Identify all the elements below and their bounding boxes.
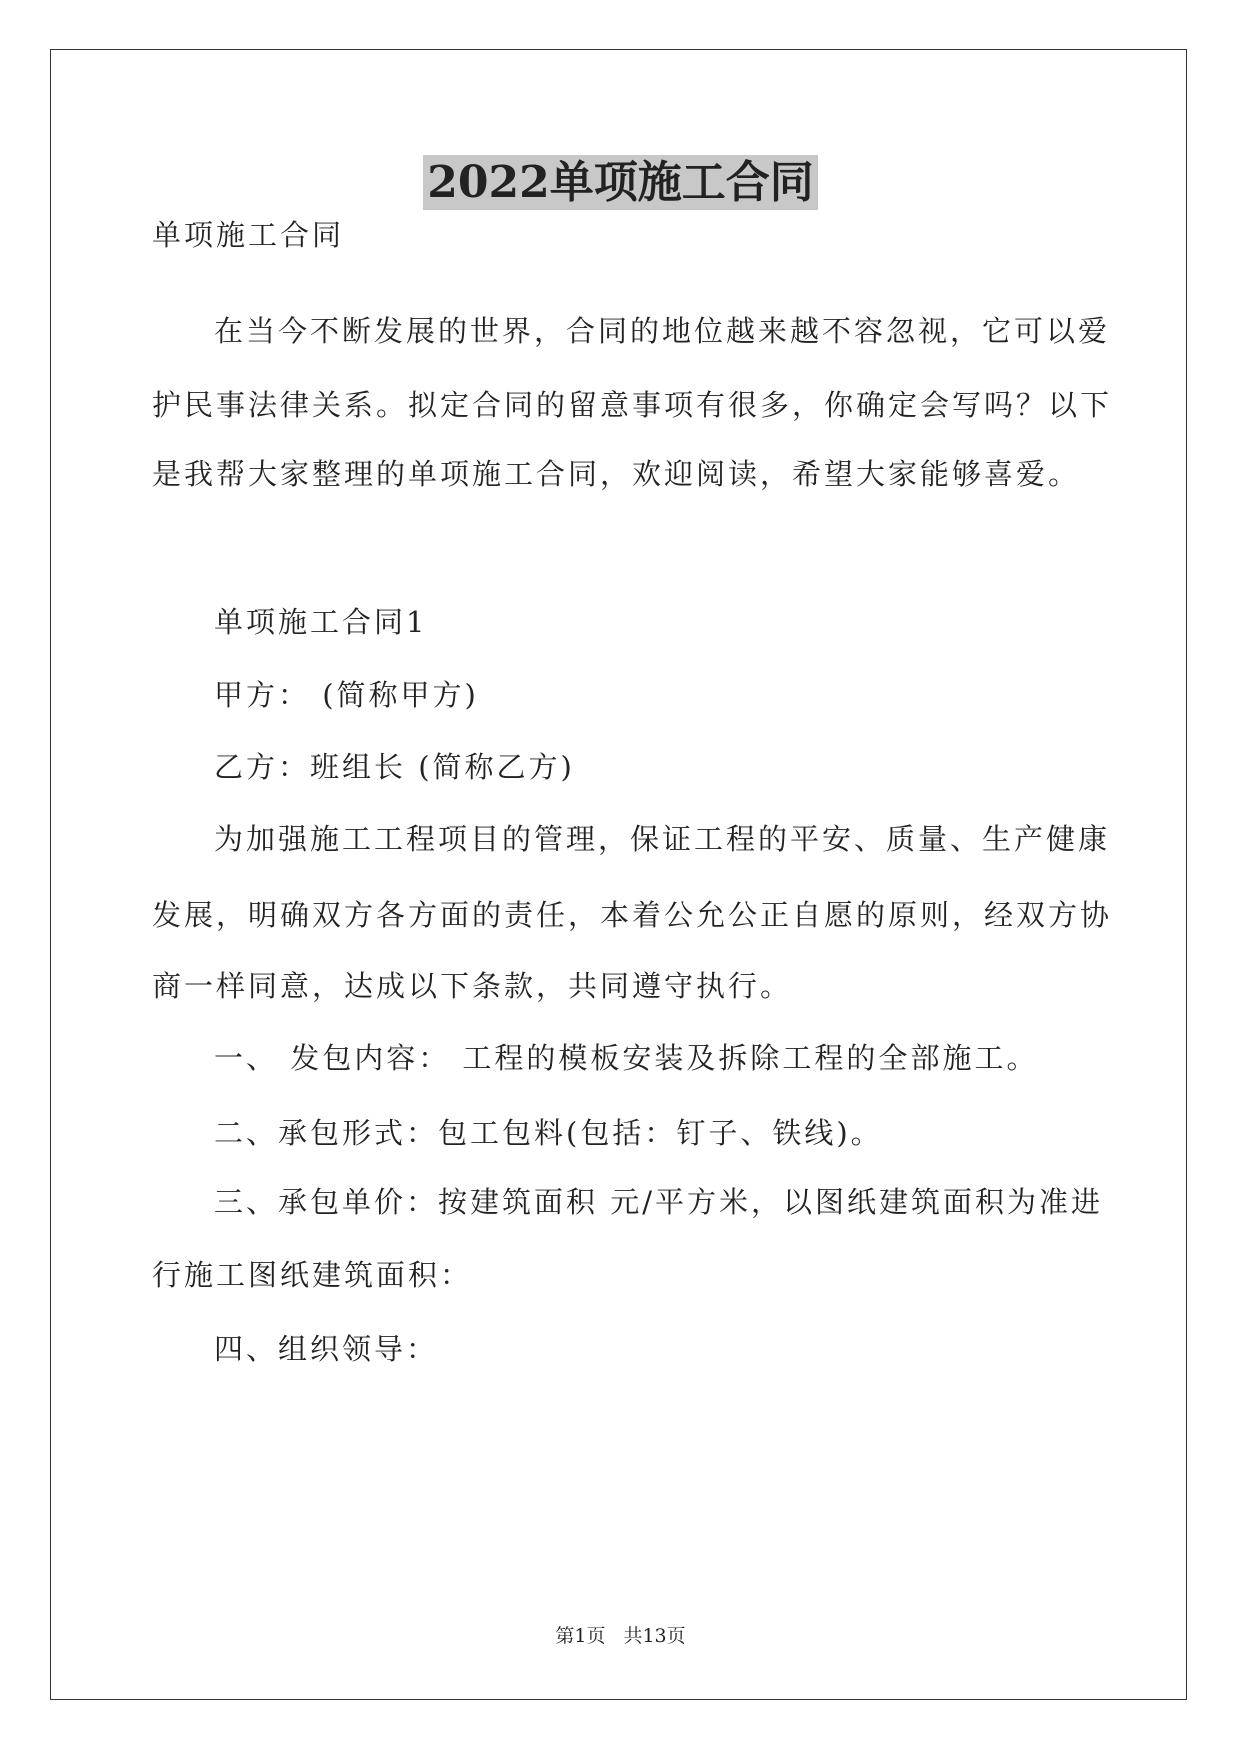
intro-line-1: 在当今不断发展的世界，合同的地位越来越不容忽视，它可以爱 [214, 314, 1111, 348]
document-subtitle: 单项施工合同 [152, 218, 345, 252]
clause-3-line-1: 三、承包单价：按建筑面积 元/平方米，以图纸建筑面积为准进 [214, 1185, 1103, 1219]
purpose-line-2: 发展，明确双方各方面的责任，本着公允公正自愿的原则，经双方协 [152, 898, 1113, 932]
party-a-line: 甲方： (简称甲方) [214, 678, 479, 712]
document-title-text: 2022单项施工合同 [423, 155, 817, 210]
intro-line-2: 护民事法律关系。拟定合同的留意事项有很多，你确定会写吗？以下 [152, 388, 1113, 422]
page-footer [0, 1624, 1241, 1648]
intro-line-3: 是我帮大家整理的单项施工合同，欢迎阅读，希望大家能够喜爱。 [152, 457, 1081, 491]
page-number: 第1页 [555, 1625, 606, 1647]
clause-3-line-2: 行施工图纸建筑面积： [152, 1258, 473, 1292]
clause-4: 四、组织领导： [214, 1332, 439, 1366]
purpose-line-3: 商一样同意，达成以下条款，共同遵守执行。 [152, 969, 793, 1003]
party-b-line: 乙方：班组长 (简称乙方) [214, 750, 575, 784]
purpose-line-1: 为加强施工工程项目的管理，保证工程的平安、质量、生产健康 [214, 822, 1111, 856]
clause-2: 二、承包形式：包工包料(包括：钉子、铁线)。 [214, 1116, 883, 1150]
page-total: 共13页 [623, 1625, 686, 1647]
clause-1: 一、 发包内容： 工程的模板安装及拆除工程的全部施工。 [214, 1041, 1039, 1075]
section-heading: 单项施工合同1 [214, 605, 428, 639]
